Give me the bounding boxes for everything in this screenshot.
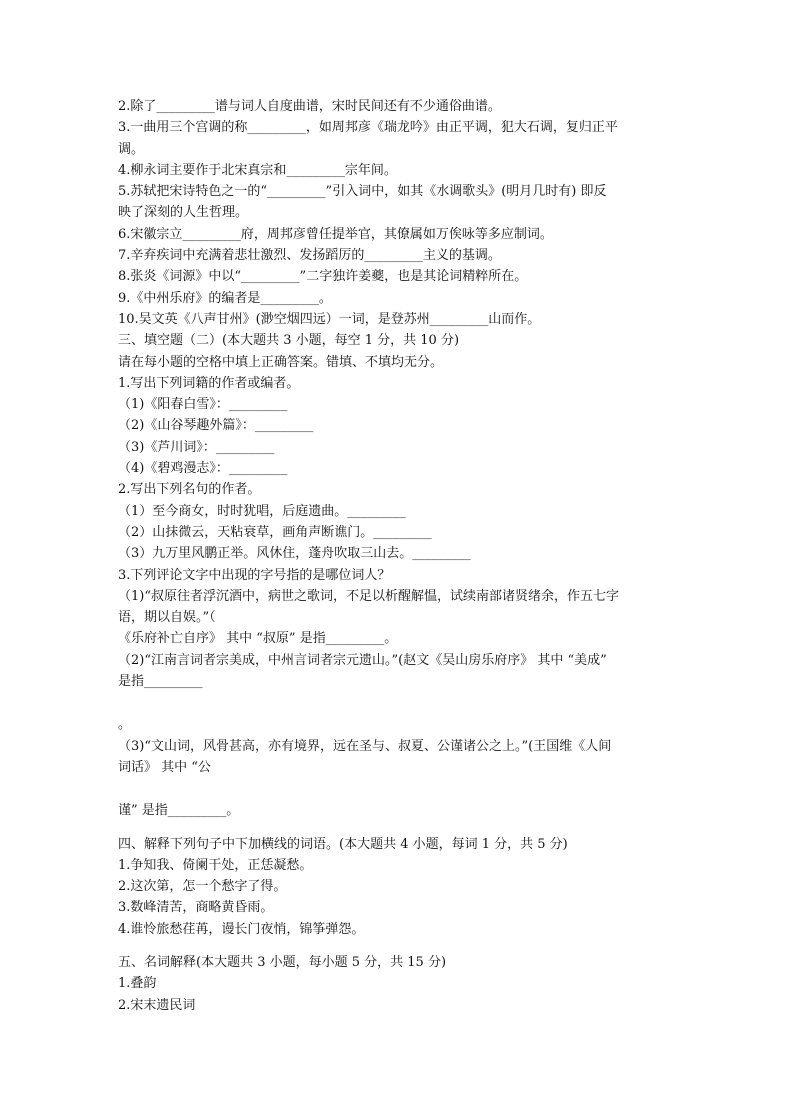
s3-q3-item2-end: 。 [118, 717, 132, 733]
section-5-heading: 五、名词解释(本大题共 3 小题，每小题 5 分，共 15 分) [118, 954, 447, 970]
s3-q3-item3-cont: 词话》 其中 “公 [118, 759, 211, 775]
s4-q2: 2.这次第，怎一个愁字了得。 [118, 879, 287, 895]
s3-q1-item1: （1)《阳春白雪》：_________ [118, 397, 288, 413]
s4-q1: 1.争知我、倚阑干处，正恁凝愁。 [118, 857, 313, 873]
s3-q3-item1-cont: 语，期以自娱。”（ [118, 610, 216, 626]
s3-q3-item3: （3)“文山词，风骨甚高，亦有境界，远在圣与、叔夏、公谨诸公之上。”(王国维《人间 [118, 738, 612, 754]
section-3-heading: 三、填空题（二）(本大题共 3 小题，每空 1 分，共 10 分) [118, 333, 460, 349]
s3-q2: 2.写出下列名句的作者。 [118, 482, 261, 498]
section-4-heading: 四、解释下列句子中下加横线的词语。(本大题共 4 小题，每词 1 分，共 5 分) [118, 836, 568, 852]
s3-q1-item3: （3)《芦川词》：_________ [118, 439, 275, 455]
fill-blank-q10: 10.吴文英《八声甘州》(渺空烟四远）一词，是登苏州_________山而作。 [118, 311, 541, 327]
fill-blank-q2: 2.除了_________谱与词人自度曲谱，宋时民间还有不少通俗曲谱。 [118, 99, 501, 114]
section-3-instruction: 请在每小题的空格中填上正确答案。错填、不填均无分。 [118, 354, 444, 370]
s3-q3-item2: （2)“江南言词者宗美成，中州言词者宗元遗山。”(赵文《吴山房乐府序》 其中 “美成” [118, 652, 607, 668]
spacer [118, 822, 678, 834]
spacer [118, 778, 678, 800]
s4-q3: 3.数峰清苦，商略黄昏雨。 [118, 900, 274, 916]
fill-blank-q4: 4.柳永词主要作于北宋真宗和_________宗年间。 [118, 162, 397, 178]
s3-q1-item2: （2)《山谷琴趣外篇》：_________ [118, 418, 314, 434]
fill-blank-q3: 3.一曲用三个宫调的称_________，如周邦彦《瑞龙吟》由正平调，犯大石调，复归正平 [118, 120, 618, 136]
s4-q4: 4.谁怜旅愁荏苒，谩长门夜悄，锦筝弹怨。 [118, 921, 365, 937]
fill-blank-q8: 8.张炎《词源》中以“_________”二字独许姜夔，也是其论词精粹所在。 [118, 269, 528, 285]
exam-content [118, 96, 678, 1016]
s3-q3-item1: （1)“叔原往者浮沉酒中，病世之歌词，不足以析醒解愠，试续南部诸贤绪余，作五七字 [118, 588, 619, 604]
fill-blank-q3-cont: 调。 [118, 141, 145, 157]
fill-blank-q7: 7.辛弃疾词中充满着悲壮激烈、发扬蹈厉的_________主义的基调。 [118, 248, 501, 264]
s3-q3-item3-end: 谨” 是指_________。 [118, 803, 240, 819]
fill-blank-q6: 6.宋徽宗立_________府，周邦彦曾任提举官，其僚属如万俟咏等多应制词。 [118, 226, 553, 242]
s3-q2-item1: （1）至今商女，时时犹唱，后庭遗曲。_________ [118, 503, 406, 519]
fill-blank-q5: 5.苏轼把宋诗特色之一的“_________”引入词中，如其《水调歌头》(明月几时有) 即反 [118, 184, 607, 200]
s5-q1: 1.叠韵 [118, 976, 157, 992]
fill-blank-q9: 9.《中州乐府》的编者是_________。 [118, 290, 332, 306]
s3-q3-item2-cont: 是指_________ [118, 674, 203, 690]
s3-q1: 1.写出下列词籍的作者或编者。 [118, 375, 300, 391]
spacer [118, 692, 678, 714]
s3-q3-item1-source: 《乐府补亡自序》 其中 “叔原” 是指_________。 [118, 631, 398, 647]
s3-q2-item3: （3）九万里风鹏正举。风休住，蓬舟吹取三山去。_________ [118, 546, 471, 562]
s3-q3: 3.下列评论文字中出现的字号指的是哪位词人？ [118, 567, 391, 583]
s3-q2-item2: （2）山抹微云，天粘衰草，画角声断谯门。_________ [118, 524, 432, 540]
fill-blank-q5-cont: 映了深刻的人生哲理。 [118, 205, 249, 221]
s3-q1-item4: （4)《碧鸡漫志》：_________ [118, 461, 288, 477]
spacer [118, 940, 678, 952]
s5-q2: 2.宋末遗民词 [118, 997, 196, 1013]
